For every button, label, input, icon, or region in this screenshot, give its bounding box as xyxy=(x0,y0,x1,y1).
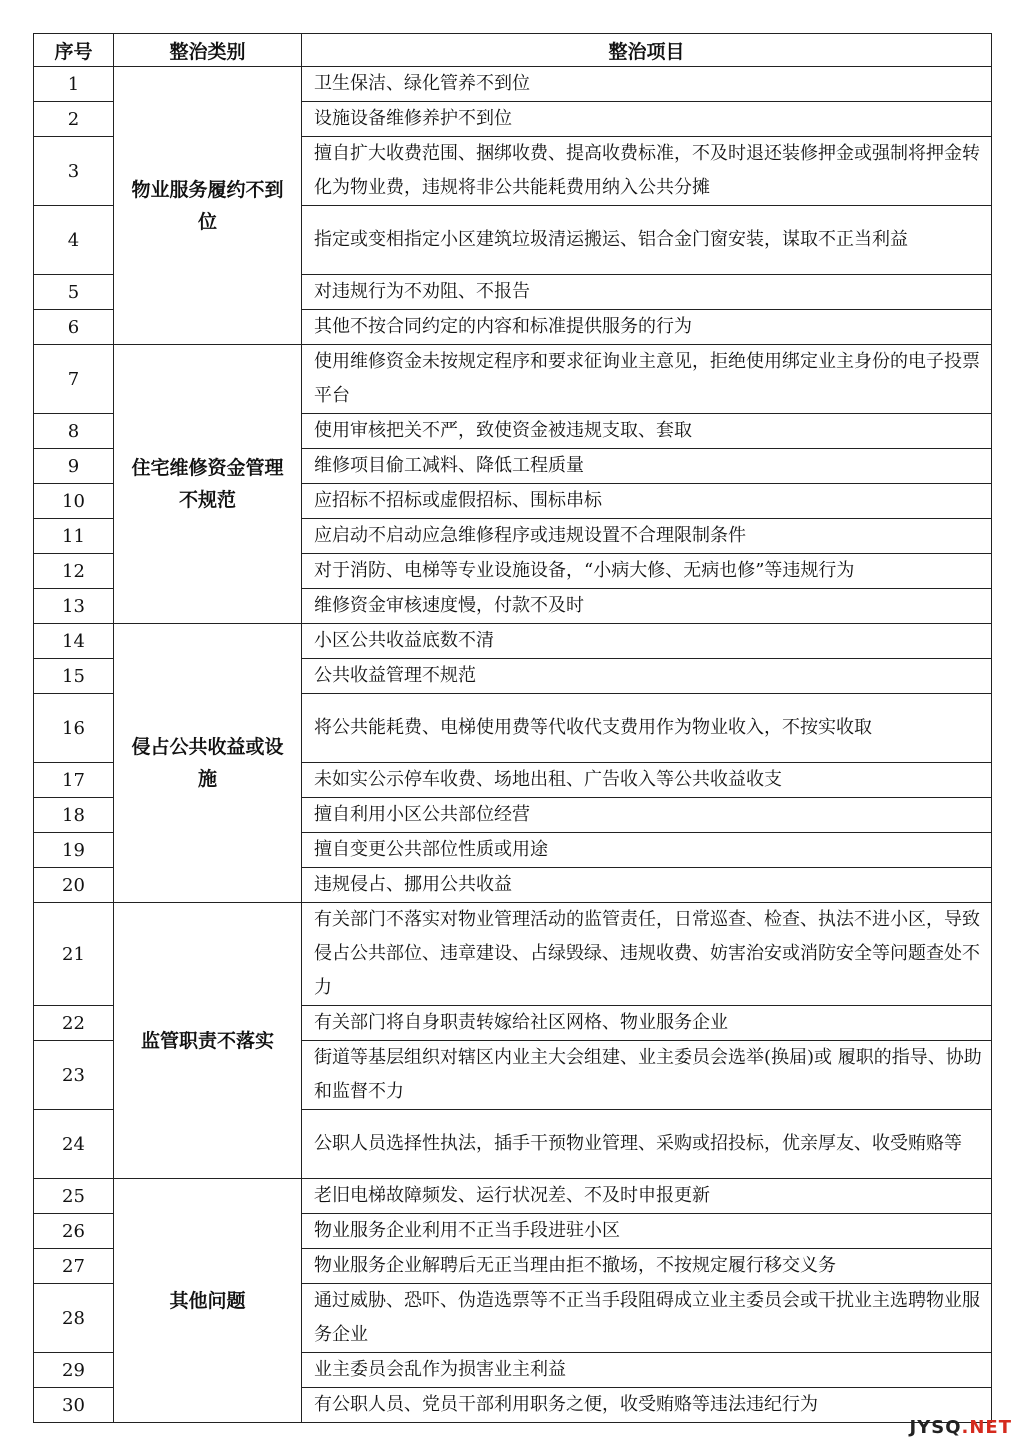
serial-number-cell: 13 xyxy=(34,589,114,624)
table-header-row xyxy=(34,34,992,67)
serial-number-cell: 20 xyxy=(34,868,114,903)
serial-number-cell: 25 xyxy=(34,1179,114,1214)
item-cell: 应启动不启动应急维修程序或违规设置不合理限制条件 xyxy=(302,519,992,554)
serial-number-cell: 16 xyxy=(34,694,114,763)
category-cell: 物业服务履约不到位 xyxy=(114,67,302,345)
category-cell: 侵占公共收益或设施 xyxy=(114,624,302,903)
serial-number-cell: 6 xyxy=(34,310,114,345)
serial-number-cell: 14 xyxy=(34,624,114,659)
table-row xyxy=(34,67,992,102)
item-cell: 小区公共收益底数不清 xyxy=(302,624,992,659)
item-cell: 擅自利用小区公共部位经营 xyxy=(302,798,992,833)
serial-number-cell: 28 xyxy=(34,1284,114,1353)
item-cell: 物业服务企业解聘后无正当理由拒不撤场，不按规定履行移交义务 xyxy=(302,1249,992,1284)
serial-number-cell: 24 xyxy=(34,1110,114,1179)
item-cell: 对违规行为不劝阻、不报告 xyxy=(302,275,992,310)
item-cell: 公共收益管理不规范 xyxy=(302,659,992,694)
item-cell: 维修项目偷工减料、降低工程质量 xyxy=(302,449,992,484)
serial-number-cell: 12 xyxy=(34,554,114,589)
item-cell: 使用审核把关不严，致使资金被违规支取、套取 xyxy=(302,414,992,449)
serial-number-cell: 3 xyxy=(34,137,114,206)
serial-number-cell: 11 xyxy=(34,519,114,554)
item-cell: 有关部门不落实对物业管理活动的监管责任，日常巡查、检查、执法不进小区，导致侵占公共部位、违章建设、占绿毁绿、违规收费、妨害治安或消防安全等问题查处不力 xyxy=(302,903,992,1006)
serial-number-cell: 18 xyxy=(34,798,114,833)
item-cell: 公职人员选择性执法，插手干预物业管理、采购或招投标，优亲厚友、收受贿赂等 xyxy=(302,1110,992,1179)
item-cell: 通过威胁、恐吓、伪造选票等不正当手段阻碍成立业主委员会或干扰业主选聘物业服务企业 xyxy=(302,1284,992,1353)
item-cell: 老旧电梯故障频发、运行状况差、不及时申报更新 xyxy=(302,1179,992,1214)
item-cell: 未如实公示停车收费、场地出租、广告收入等公共收益收支 xyxy=(302,763,992,798)
serial-number-cell: 19 xyxy=(34,833,114,868)
serial-number-cell: 29 xyxy=(34,1353,114,1388)
serial-number-cell: 8 xyxy=(34,414,114,449)
table-row xyxy=(34,624,992,659)
serial-number-cell: 30 xyxy=(34,1388,114,1423)
item-cell: 其他不按合同约定的内容和标准提供服务的行为 xyxy=(302,310,992,345)
serial-number-cell: 9 xyxy=(34,449,114,484)
item-cell: 物业服务企业利用不正当手段进驻小区 xyxy=(302,1214,992,1249)
item-cell: 应招标不招标或虚假招标、围标串标 xyxy=(302,484,992,519)
header-item: 整治项目 xyxy=(302,34,992,67)
serial-number-cell: 1 xyxy=(34,67,114,102)
header-serial-number: 序号 xyxy=(34,34,114,67)
serial-number-cell: 15 xyxy=(34,659,114,694)
item-cell: 维修资金审核速度慢，付款不及时 xyxy=(302,589,992,624)
site-watermark: JYSQ.NET xyxy=(909,1417,1012,1438)
item-cell: 使用维修资金未按规定程序和要求征询业主意见，拒绝使用绑定业主身份的电子投票平台 xyxy=(302,345,992,414)
rectification-table xyxy=(33,33,992,1423)
item-cell: 擅自变更公共部位性质或用途 xyxy=(302,833,992,868)
item-cell: 将公共能耗费、电梯使用费等代收代支费用作为物业收入，不按实收取 xyxy=(302,694,992,763)
table-row xyxy=(34,1179,992,1214)
item-cell: 街道等基层组织对辖区内业主大会组建、业主委员会选举(换届)或 履职的指导、协助和监督不力 xyxy=(302,1041,992,1110)
serial-number-cell: 27 xyxy=(34,1249,114,1284)
item-cell: 指定或变相指定小区建筑垃圾清运搬运、铝合金门窗安装，谋取不正当利益 xyxy=(302,206,992,275)
category-cell: 住宅维修资金管理不规范 xyxy=(114,345,302,624)
serial-number-cell: 21 xyxy=(34,903,114,1006)
serial-number-cell: 7 xyxy=(34,345,114,414)
category-cell: 其他问题 xyxy=(114,1179,302,1423)
item-cell: 对于消防、电梯等专业设施设备，“小病大修、无病也修”等违规行为 xyxy=(302,554,992,589)
table-row xyxy=(34,903,992,1006)
serial-number-cell: 2 xyxy=(34,102,114,137)
item-cell: 有关部门将自身职责转嫁给社区网格、物业服务企业 xyxy=(302,1006,992,1041)
serial-number-cell: 10 xyxy=(34,484,114,519)
item-cell: 设施设备维修养护不到位 xyxy=(302,102,992,137)
serial-number-cell: 17 xyxy=(34,763,114,798)
serial-number-cell: 22 xyxy=(34,1006,114,1041)
rectification-table-wrapper xyxy=(33,33,992,1423)
serial-number-cell: 23 xyxy=(34,1041,114,1110)
item-cell: 违规侵占、挪用公共收益 xyxy=(302,868,992,903)
header-category: 整治类别 xyxy=(114,34,302,67)
serial-number-cell: 26 xyxy=(34,1214,114,1249)
item-cell: 擅自扩大收费范围、捆绑收费、提高收费标准，不及时退还装修押金或强制将押金转化为物业费，违规将非公共能耗费用纳入公共分摊 xyxy=(302,137,992,206)
item-cell: 业主委员会乱作为损害业主利益 xyxy=(302,1353,992,1388)
table-row xyxy=(34,345,992,414)
category-cell: 监管职责不落实 xyxy=(114,903,302,1179)
table-body xyxy=(34,67,992,1423)
serial-number-cell: 5 xyxy=(34,275,114,310)
item-cell: 卫生保洁、绿化管养不到位 xyxy=(302,67,992,102)
item-cell: 有公职人员、党员干部利用职务之便，收受贿赂等违法违纪行为 xyxy=(302,1388,992,1423)
serial-number-cell: 4 xyxy=(34,206,114,275)
